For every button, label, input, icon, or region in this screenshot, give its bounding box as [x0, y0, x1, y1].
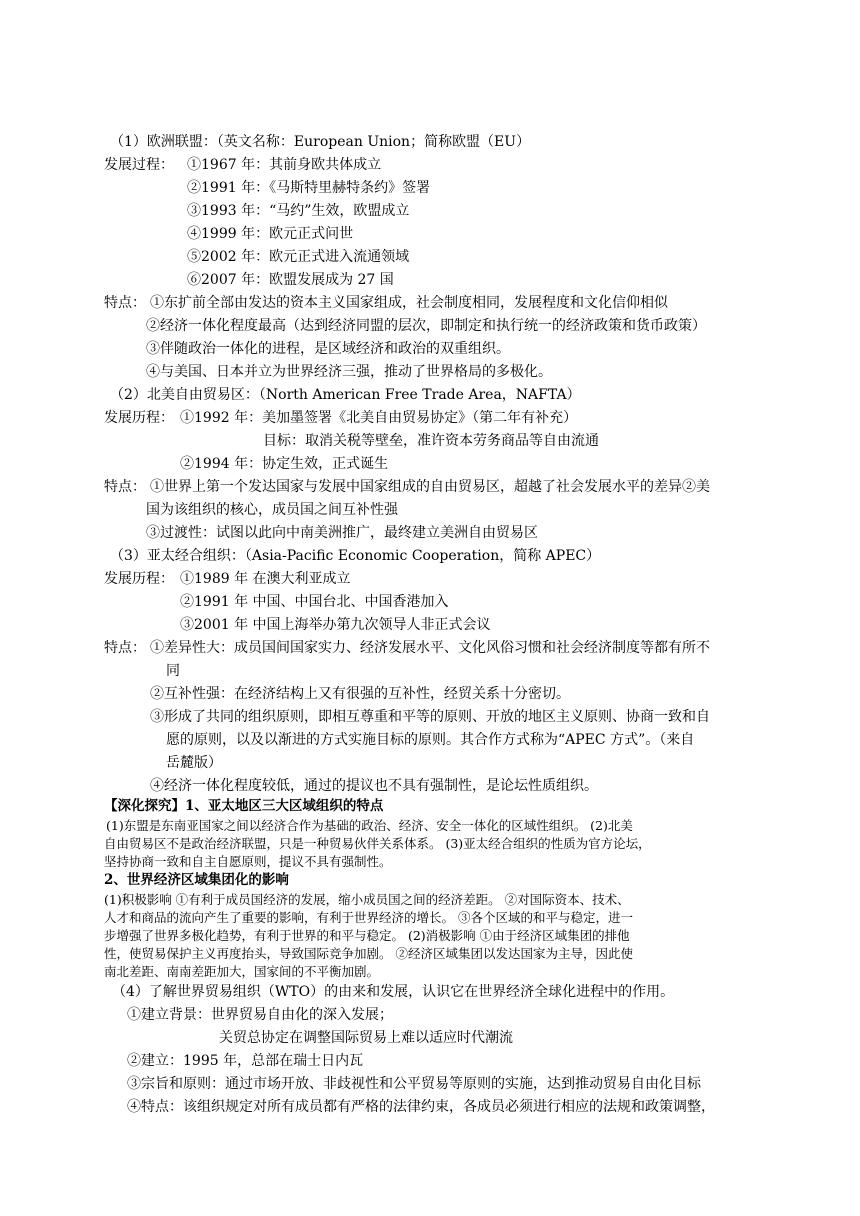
wto-title: （4）了解世界贸易组织（WTO）的由来和发展，认识它在世界经济全球化进程中的作用。	[112, 984, 675, 1000]
eu-process-item: ①1967 年：其前身欧共体成立	[187, 157, 382, 173]
deep-line: (1)东盟是东南亚国家之间以经济合作为基础的政治、经济、安全一体化的区域性组织。 (2)北美	[106, 818, 633, 833]
apec-feature-item: 愿的原则，以及以渐进的方式实施目标的原则。其合作方式称为“APEC 方式”。（来自	[166, 732, 695, 748]
eu-process-item: ④1999 年：欧元正式问世	[187, 226, 354, 242]
wto-item: ②建立：1995 年，总部在瑞士日内瓦	[127, 1053, 364, 1069]
nafta-process-item: ①1992 年：美加墨签署《北美自由贸易协定》（第二年有补充）	[180, 410, 578, 426]
apec-features-label: 特点：	[104, 640, 146, 656]
deep-line: (1)积极影响 ①有利于成员国经济的发展，缩小成员国之间的经济差距。 ②对国际资本、技术、	[104, 892, 630, 907]
apec-process-item: ②1991 年 中国、中国台北、中国香港加入	[180, 594, 449, 610]
nafta-goal: 目标：取消关税等壁垒，准许资本劳务商品等自由流通	[263, 433, 599, 449]
nafta-title: （2）北美自由贸易区：（North American Free Trade Area，NAFTA）	[110, 387, 581, 403]
apec-feature-item: ④经济一体化程度较低，通过的提议也不具有强制性，是论坛性质组织。	[150, 778, 598, 794]
deep-line: 坚持协商一致和自主自愿原则，提议不具有强制性。	[104, 854, 392, 869]
nafta-feature-item: ①世界上第一个发达国家与发展中国家组成的自由贸易区，超越了社会发展水平的差异②美	[150, 479, 710, 495]
eu-process-label: 发展过程：	[104, 157, 174, 173]
eu-feature-item: ④与美国、日本并立为世界经济三强，推动了世界格局的多极化。	[146, 364, 552, 380]
apec-feature-item: ②互补性强：在经济结构上又有很强的互补性，经贸关系十分密切。	[150, 686, 570, 702]
wto-item: ③宗旨和原则：通过市场开放、非歧视性和公平贸易等原则的实施，达到推动贸易自由化目标	[127, 1076, 701, 1092]
nafta-feature-item: ③过渡性：试图以此向中南美洲推广，最终建立美洲自由贸易区	[146, 525, 538, 541]
nafta-process-item: ②1994 年：协定生效，正式诞生	[180, 456, 389, 472]
eu-title: （1）欧洲联盟：（英文名称：European Union；简称欧盟（EU）	[110, 134, 531, 150]
deep-line: 南北差距、南南差距加大，国家间的不平衡加剧。	[104, 964, 380, 979]
nafta-feature-item: 国为该组织的核心，成员国之间互补性强	[146, 502, 398, 518]
nafta-process-label: 发展历程：	[104, 410, 174, 426]
eu-process-item: ⑤2002 年：欧元正式进入流通领域	[187, 249, 410, 265]
eu-process-item: ③1993 年：“马约”生效，欧盟成立	[187, 203, 410, 219]
deep-line: 步增强了世界多极化趋势，有利于世界的和平与稳定。 (2)消极影响 ①由于经济区域集团的排他	[104, 928, 630, 943]
apec-feature-item: 同	[166, 663, 180, 679]
apec-process-item: ③2001 年 中国上海举办第九次领导人非正式会议	[180, 617, 491, 633]
apec-process-item: ①1989 年 在澳大利亚成立	[180, 571, 351, 587]
eu-features-label: 特点：	[104, 295, 146, 311]
deep-line: 人才和商品的流向产生了重要的影响，有利于世界经济的增长。 ③各个区域的和平与稳定，进一	[104, 910, 633, 925]
deep-heading-2: 2、世界经济区域集团化的影响	[104, 872, 289, 888]
apec-feature-item: 岳麓版）	[166, 755, 222, 771]
deep-line: 性，使贸易保护主义再度抬头，导致国际竞争加剧。 ②经济区域集团以发达国家为主导，因此使	[104, 946, 633, 961]
nafta-features-label: 特点：	[104, 479, 146, 495]
apec-feature-item: ①差异性大：成员国间国家实力、经济发展水平、文化风俗习惯和社会经济制度等都有所不	[150, 640, 710, 656]
wto-item: ①建立背景：世界贸易自由化的深入发展；	[127, 1007, 393, 1023]
eu-process-item: ②1991 年：《马斯特里赫特条约》签署	[187, 180, 431, 196]
apec-title: （3）亚太经合组织：（Asia-Pacific Economic Cooperation，简称 APEC）	[110, 548, 601, 564]
eu-feature-item: ①东扩前全部由发达的资本主义国家组成，社会制度相同，发展程度和文化信仰相似	[150, 295, 668, 311]
deep-line: 自由贸易区不是政治经济联盟，只是一种贸易伙伴关系体系。 (3)亚太经合组织的性质为官方论坛，	[104, 836, 651, 851]
apec-feature-item: ③形成了共同的组织原则，即相互尊重和平等的原则、开放的地区主义原则、协商一致和自	[150, 709, 710, 725]
apec-process-label: 发展历程：	[104, 571, 174, 587]
deep-heading: 【深化探究】1、亚太地区三大区域组织的特点	[104, 798, 384, 814]
eu-feature-item: ③伴随政治一体化的进程，是区域经济和政治的双重组织。	[146, 341, 510, 357]
eu-process-item: ⑥2007 年：欧盟发展成为 27 国	[187, 272, 394, 288]
eu-feature-item: ②经济一体化程度最高（达到经济同盟的层次，即制定和执行统一的经济政策和货币政策）	[146, 318, 706, 334]
wto-item: 关贸总协定在调整国际贸易上难以适应时代潮流	[219, 1030, 513, 1046]
wto-item: ④特点：该组织规定对所有成员都有严格的法律约束，各成员必须进行相应的法规和政策调整，	[127, 1099, 715, 1115]
